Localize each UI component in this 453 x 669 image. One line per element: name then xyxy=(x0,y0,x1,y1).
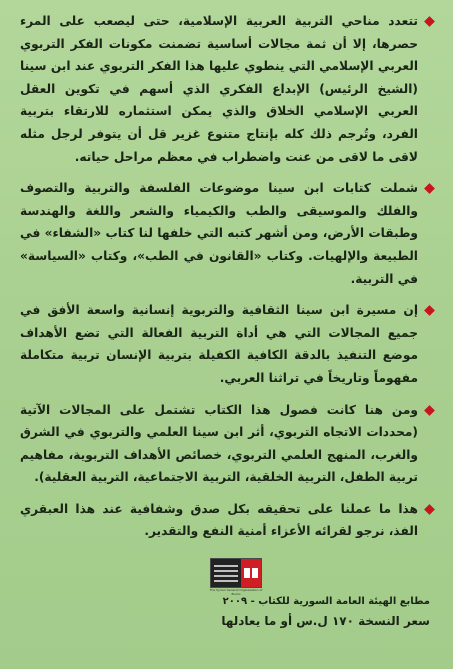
paragraph-text: ومن هنا كانت فصول هذا الكتاب تشتمل على المجالات الآتية (محددات الاتجاه التربوي، أثر ابن سينا العلمي والتربوي في الشرق والغرب، المنهج العلمي التربوي، خصائص الأهداف التربوية، مفاهيم تربية الطفل، التربية الخلقية، التربية الاجتماعية، التربية العقلية). xyxy=(20,402,418,485)
paragraph-text: إن مسيرة ابن سينا الثقافية والتربوية إنسانية واسعة الأفق في جميع المجالات التي هي أداة التربية الفعالة التي تضع الأهداف موضع التنفيذ بالدقة الكافية الكفيلة بتربية الإنسان تربية متكاملة مفهوماً وتاريخاً في تراثنا العربي. xyxy=(20,303,418,385)
paragraph-text: شملت كتابات ابن سينا موضوعات الفلسفة والتربية والتصوف والفلك والموسيقى والطب والكيمياء والشعر واللغة والهندسة وطبقات الأرض، ومن أشهر كتبه التي خلفها لنا كتاب «الشفاء» في الطبيعة والإلهيات. وكتاب «القانون في الطب»، وكتاب «السياسة» في التربية. xyxy=(20,181,418,286)
open-book-icon xyxy=(241,559,261,587)
price-line: سعر النسخة ١٧٠ ل.س أو ما يعادلها xyxy=(221,614,430,628)
paragraph-5 xyxy=(20,498,434,543)
blurb-text xyxy=(20,10,434,552)
printer-line: مطابع الهيئة العامة السورية للكتاب - ٢٠٠٩ xyxy=(222,596,430,607)
paragraph-text: هذا ما عملنا على تحقيقه بكل صدق وشفافية عند هذا العبقري الفذ، نرجو لقرائه الأعزاء أمنية النفع والتقدير. xyxy=(20,501,418,539)
paragraph-3 xyxy=(20,299,434,389)
logo-caption: The Syrian General Organization of Books xyxy=(209,588,263,596)
paragraph-2 xyxy=(20,177,434,290)
paragraph-4 xyxy=(20,399,434,489)
paragraph-text: تتعدد مناحي التربية العربية الإسلامية، حتى ليصعب على المرء حصرها، إلا أن ثمة مجالات أساسية تضمنت مكونات الفكر التربوي العربي الإسلامي التي ينطوي عليها هذا الفكر التربوي عند ابن سينا (الشيخ الرئيس) الإبداع الفكري الذي أسهم في تكوين العقل العربي الإسلامي الخلاق والذي يمكن استثماره للارتقاء بتربية الفرد، وتُرجم ذلك كله بإنتاج متنوع غزير قل أن يتوفر لرجل مثله لاقى ما لاقى من عنت واضطراب في معظم مراحل حياته. xyxy=(20,14,418,164)
book-logo-icon xyxy=(210,558,262,588)
paragraph-1 xyxy=(20,10,434,168)
bullet-diamond-icon xyxy=(424,504,435,515)
bullet-diamond-icon xyxy=(424,405,435,416)
bullet-diamond-icon xyxy=(424,16,435,27)
logo-text-block xyxy=(211,559,241,587)
bullet-diamond-icon xyxy=(424,305,435,316)
bullet-diamond-icon xyxy=(424,183,435,194)
